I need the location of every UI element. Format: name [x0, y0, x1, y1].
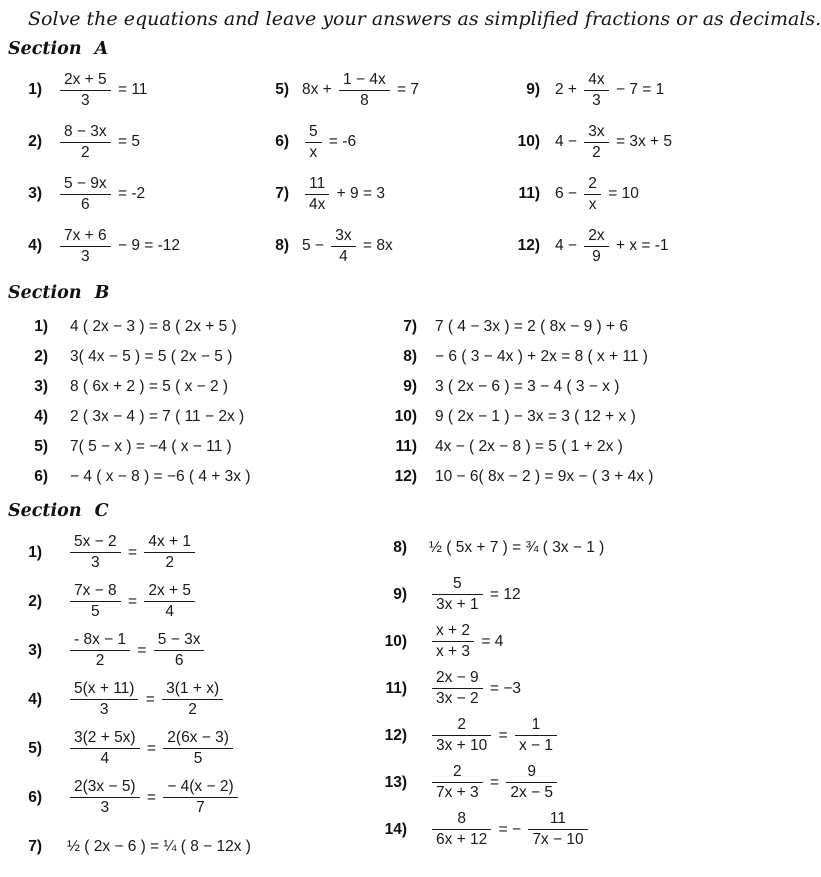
- section-b-problems: [0, 312, 718, 492]
- fraction: [515, 716, 557, 755]
- problem-row: [0, 342, 352, 372]
- problem-row: [352, 806, 718, 853]
- fraction-numerator: 1 − 4x: [343, 70, 386, 88]
- section-a-problems: [0, 64, 718, 272]
- problem-number: 11): [395, 438, 417, 455]
- equation: [302, 227, 393, 266]
- fraction: [305, 175, 329, 214]
- problem-number: 10): [384, 632, 407, 650]
- section-a-heading: Section A: [8, 39, 109, 59]
- fraction-numerator: 11: [309, 174, 326, 192]
- problem-number: 1): [34, 318, 48, 335]
- equation: [70, 408, 244, 426]
- problem-row: [0, 724, 352, 773]
- fraction-denominator: 7x + 3: [432, 782, 483, 802]
- problem-number: 8): [403, 348, 417, 365]
- section-a-column-1: [0, 64, 250, 272]
- equation: [429, 622, 503, 661]
- fraction: [60, 175, 111, 214]
- equation: [70, 438, 232, 456]
- fraction-numerator: 7x + 6: [64, 226, 107, 244]
- math-text: 4 −: [555, 237, 582, 254]
- fraction-numerator: 1: [531, 716, 541, 733]
- problem-number: 2): [34, 348, 48, 365]
- problem-row: [0, 528, 352, 577]
- problem-row: [495, 64, 718, 116]
- problem-number: 2): [28, 592, 42, 610]
- equation: [57, 123, 140, 162]
- equation: [67, 631, 207, 670]
- math-text: − 7 = 1: [611, 81, 665, 98]
- problem-row: [0, 822, 352, 871]
- fraction-denominator: 2x − 5: [506, 782, 557, 802]
- section-b-heading: Section B: [8, 283, 110, 303]
- fraction-denominator: 9: [584, 246, 608, 266]
- equation: [57, 175, 145, 214]
- problem-row: [0, 116, 250, 168]
- equation: [429, 539, 604, 557]
- math-text: = -6: [324, 133, 357, 150]
- problem-row: [250, 168, 495, 220]
- section-b: [0, 282, 718, 492]
- fraction-numerator: 9: [527, 763, 536, 780]
- fraction-denominator: 7x − 10: [528, 829, 587, 849]
- fraction: [305, 123, 322, 162]
- problem-number: 11): [518, 185, 540, 202]
- fraction-denominator: 6: [154, 650, 205, 670]
- problem-row: [352, 759, 718, 806]
- problem-row: [352, 432, 718, 462]
- problem-number: 7): [275, 185, 289, 202]
- math-text: ½ ( 5x + 7 ) = ¾ ( 3x − 1 ): [429, 538, 605, 556]
- math-text: 10 − 6( 8x − 2 ) = 9x − ( 3 + 4x ): [435, 468, 654, 485]
- problem-row: [0, 312, 352, 342]
- fraction: [70, 631, 130, 670]
- problem-row: [250, 220, 495, 272]
- problem-number: 5): [28, 739, 42, 757]
- problem-row: [0, 168, 250, 220]
- problem-row: [352, 402, 718, 432]
- fraction-numerator: 5x − 2: [74, 533, 117, 550]
- problem-number: 7): [403, 318, 417, 335]
- fraction-denominator: x: [305, 142, 322, 162]
- problem-row: [0, 462, 352, 492]
- problem-number: 6): [34, 468, 48, 485]
- fraction-numerator: 2x + 5: [148, 582, 191, 599]
- equation: [57, 71, 147, 110]
- fraction-denominator: 2: [70, 650, 130, 670]
- math-text: 3( 4x − 5 ) = 5 ( 2x − 5 ): [70, 348, 233, 365]
- fraction-numerator: 4x: [588, 70, 605, 88]
- math-text: − 6 ( 3 − 4x ) + 2x = 8 ( x + 11 ): [435, 348, 648, 365]
- equation: [67, 778, 241, 817]
- problem-row: [0, 432, 352, 462]
- equation: [435, 378, 619, 396]
- math-text: = 8x: [358, 237, 393, 254]
- equation: [429, 669, 521, 708]
- problem-row: [0, 402, 352, 432]
- math-text: 4 −: [555, 133, 582, 150]
- fraction: [584, 123, 608, 162]
- fraction-denominator: 6x + 12: [432, 829, 491, 849]
- fraction-denominator: 2: [144, 552, 195, 572]
- problem-row: [352, 462, 718, 492]
- fraction-denominator: 3: [60, 246, 111, 266]
- fraction-numerator: 5: [453, 575, 462, 592]
- fraction-denominator: 2: [584, 142, 608, 162]
- math-text: + x = -1: [611, 237, 669, 254]
- fraction-numerator: 7x − 8: [74, 582, 117, 599]
- equation: [555, 227, 669, 266]
- problem-row: [352, 524, 718, 571]
- problem-row: [250, 64, 495, 116]
- fraction: [60, 123, 111, 162]
- section-a-column-3: [495, 64, 718, 272]
- math-text: = -2: [113, 185, 146, 202]
- fraction: [70, 680, 138, 719]
- math-text: = 3x + 5: [611, 133, 672, 150]
- problem-row: [352, 712, 718, 759]
- fraction-denominator: x − 1: [515, 735, 557, 755]
- problem-row: [0, 220, 250, 272]
- math-text: 7 ( 4 − 3x ) = 2 ( 8x − 9 ) + 6: [435, 318, 628, 335]
- problem-row: [352, 312, 718, 342]
- equation: [70, 468, 251, 486]
- fraction: [70, 533, 121, 572]
- equation: [302, 175, 385, 214]
- math-text: 2 ( 3x − 4 ) = 7 ( 11 − 2x ): [70, 408, 245, 425]
- math-text: = 4: [477, 632, 504, 650]
- math-text: 3 ( 2x − 6 ) = 3 − 4 ( 3 − x ): [435, 378, 620, 395]
- fraction-numerator: x + 2: [436, 622, 471, 639]
- problem-row: [495, 220, 718, 272]
- fraction-denominator: 5: [163, 748, 233, 768]
- problem-number: 10): [517, 133, 540, 150]
- fraction-numerator: 5 − 3x: [157, 631, 201, 648]
- fraction-numerator: − 4(x − 2): [167, 778, 234, 795]
- fraction-numerator: 3x: [588, 122, 605, 140]
- fraction: [584, 227, 608, 266]
- math-text: 5 −: [302, 237, 329, 254]
- math-text: =: [142, 788, 161, 806]
- equation: [67, 838, 251, 856]
- fraction: [339, 71, 390, 110]
- math-text: + 9 = 3: [332, 185, 385, 202]
- fraction-numerator: 3(1 + x): [166, 680, 220, 697]
- fraction-numerator: 3x: [335, 226, 352, 244]
- fraction: [70, 582, 121, 621]
- fraction: [144, 533, 195, 572]
- math-text: 8x +: [302, 81, 337, 98]
- fraction-numerator: 5(x + 11): [74, 680, 135, 697]
- problem-row: [495, 116, 718, 168]
- fraction: [331, 227, 355, 266]
- problem-row: [0, 675, 352, 724]
- fraction: [162, 680, 223, 719]
- fraction-denominator: 5: [70, 601, 121, 621]
- math-text: 2 +: [555, 81, 582, 98]
- section-c: [0, 500, 718, 871]
- problem-number: 2): [28, 133, 42, 150]
- equation: [435, 348, 648, 366]
- fraction: [432, 810, 491, 849]
- problem-number: 1): [28, 81, 42, 98]
- equation: [435, 468, 653, 486]
- fraction-denominator: 8: [339, 90, 390, 110]
- equation: [429, 575, 521, 614]
- problem-row: [250, 116, 495, 168]
- equation: [429, 716, 560, 755]
- math-text: 9 ( 2x − 1 ) − 3x = 3 ( 12 + x ): [435, 408, 636, 425]
- fraction: [432, 763, 483, 802]
- equation: [67, 582, 198, 621]
- section-c-column-2: [352, 524, 718, 853]
- equation: [67, 680, 226, 719]
- problem-row: [352, 665, 718, 712]
- fraction-numerator: - 8x − 1: [74, 631, 127, 648]
- section-c-column-1: [0, 528, 352, 871]
- section-c-heading: Section C: [8, 501, 109, 521]
- math-text: − 9 = -12: [113, 237, 181, 254]
- fraction-denominator: 2: [162, 699, 223, 719]
- fraction-numerator: 2: [453, 763, 462, 780]
- math-text: = 10: [603, 185, 639, 202]
- fraction-denominator: x: [584, 194, 601, 214]
- problem-number: 5): [34, 438, 48, 455]
- problem-number: 12): [394, 468, 417, 485]
- fraction-numerator: 3(2 + 5x): [74, 729, 136, 746]
- fraction-denominator: 3: [584, 90, 608, 110]
- problem-row: [0, 773, 352, 822]
- fraction: [432, 669, 483, 708]
- fraction: [163, 729, 233, 768]
- problem-number: 8): [393, 538, 407, 556]
- section-b-column-1: [0, 312, 352, 492]
- fraction: [154, 631, 205, 670]
- fraction-numerator: 2(3x − 5): [74, 778, 136, 795]
- problem-number: 13): [384, 773, 407, 791]
- fraction-denominator: 4: [331, 246, 355, 266]
- equation: [429, 810, 591, 849]
- math-text: = 7: [392, 81, 419, 98]
- fraction-denominator: 6: [60, 194, 111, 214]
- section-a: [0, 38, 718, 272]
- problem-number: 4): [28, 690, 42, 708]
- fraction-denominator: 3x + 1: [432, 594, 483, 614]
- fraction-numerator: 2x − 9: [436, 669, 479, 686]
- fraction-numerator: 11: [549, 810, 566, 827]
- problem-number: 3): [28, 641, 42, 659]
- fraction-denominator: 4x: [305, 194, 329, 214]
- problem-number: 12): [384, 726, 407, 744]
- fraction-denominator: 7: [163, 797, 237, 817]
- fraction-denominator: x + 3: [432, 641, 474, 661]
- fraction-numerator: 5: [309, 122, 318, 140]
- math-text: 4 ( 2x − 3 ) = 8 ( 2x + 5 ): [70, 318, 237, 335]
- fraction-numerator: 2x + 5: [64, 70, 107, 88]
- fraction: [584, 71, 608, 110]
- section-c-problems: [0, 528, 718, 871]
- math-text: 8 ( 6x + 2 ) = 5 ( x − 2 ): [70, 378, 229, 395]
- fraction-denominator: 3: [70, 797, 140, 817]
- fraction-denominator: 3x + 10: [432, 735, 491, 755]
- problem-number: 6): [275, 133, 289, 150]
- equation: [555, 71, 664, 110]
- math-text: 4x − ( 2x − 8 ) = 5 ( 1 + 2x ): [435, 438, 623, 455]
- problem-number: 4): [34, 408, 48, 425]
- fraction: [163, 778, 237, 817]
- math-text: = 5: [113, 133, 140, 150]
- equation: [435, 438, 623, 456]
- math-text: =: [133, 641, 151, 659]
- problem-number: 6): [28, 788, 42, 806]
- worksheet-instructions: Solve the equations and leave your answers as simplified fractions or as decimals.: [28, 8, 821, 30]
- problem-number: 9): [393, 585, 407, 603]
- equation: [70, 378, 228, 396]
- fraction-denominator: 3: [70, 699, 138, 719]
- problem-row: [495, 168, 718, 220]
- equation: [429, 763, 560, 802]
- fraction-numerator: 2(6x − 3): [167, 729, 229, 746]
- equation: [67, 729, 236, 768]
- fraction-numerator: 8: [457, 810, 466, 827]
- problem-row: [0, 372, 352, 402]
- fraction: [432, 575, 483, 614]
- problem-row: [352, 342, 718, 372]
- fraction-denominator: 4: [70, 748, 140, 768]
- fraction: [432, 716, 491, 755]
- equation: [555, 123, 672, 162]
- math-text: =: [141, 690, 160, 708]
- fraction: [60, 71, 111, 110]
- math-text: − 4 ( x − 8 ) = −6 ( 4 + 3x ): [70, 468, 251, 485]
- problem-number: 9): [403, 378, 417, 395]
- problem-number: 9): [526, 81, 540, 98]
- section-a-column-2: [250, 64, 495, 272]
- math-text: =: [485, 773, 504, 791]
- fraction-numerator: 4x + 1: [148, 533, 191, 550]
- math-text: =: [123, 592, 142, 610]
- problem-row: [352, 372, 718, 402]
- problem-number: 3): [28, 185, 42, 202]
- problem-number: 1): [28, 543, 42, 561]
- fraction-denominator: 2: [60, 142, 111, 162]
- math-text: =: [494, 726, 512, 744]
- fraction-denominator: 3: [70, 552, 121, 572]
- math-text: 7( 5 − x ) = −4 ( x − 11 ): [70, 438, 232, 455]
- problem-row: [352, 618, 718, 665]
- fraction: [506, 763, 557, 802]
- math-text: = −: [494, 820, 526, 838]
- fraction-denominator: 3: [60, 90, 111, 110]
- equation: [555, 175, 639, 214]
- problem-number: 11): [385, 679, 407, 697]
- fraction: [70, 729, 140, 768]
- problem-number: 3): [34, 378, 48, 395]
- problem-number: 14): [384, 820, 407, 838]
- fraction-denominator: 4: [144, 601, 195, 621]
- problem-number: 4): [28, 237, 42, 254]
- fraction-denominator: 3x − 2: [432, 688, 483, 708]
- section-b-column-2: [352, 312, 718, 492]
- problem-number: 12): [517, 237, 540, 254]
- problem-row: [0, 626, 352, 675]
- math-text: =: [123, 543, 142, 561]
- math-text: 6 −: [555, 185, 582, 202]
- fraction: [584, 175, 601, 214]
- math-text: ½ ( 2x − 6 ) = ¼ ( 8 − 12x ): [67, 837, 251, 855]
- fraction: [60, 227, 111, 266]
- fraction: [70, 778, 140, 817]
- fraction: [432, 622, 474, 661]
- fraction: [144, 582, 195, 621]
- fraction-numerator: 2: [457, 716, 466, 733]
- equation: [57, 227, 180, 266]
- problem-row: [0, 64, 250, 116]
- math-text: = −3: [485, 679, 521, 697]
- equation: [435, 318, 628, 336]
- problem-row: [0, 577, 352, 626]
- fraction-numerator: 8 − 3x: [64, 122, 107, 140]
- fraction-numerator: 2: [588, 174, 597, 192]
- math-text: = 12: [485, 585, 521, 603]
- equation: [70, 318, 237, 336]
- problem-number: 8): [275, 237, 289, 254]
- equation: [302, 71, 419, 110]
- equation: [302, 123, 356, 162]
- fraction-numerator: 2x: [588, 226, 605, 244]
- problem-number: 10): [394, 408, 417, 425]
- math-text: =: [142, 739, 161, 757]
- fraction-numerator: 5 − 9x: [64, 174, 107, 192]
- equation: [435, 408, 636, 426]
- equation: [70, 348, 232, 366]
- problem-number: 5): [275, 81, 289, 98]
- problem-number: 7): [28, 837, 42, 855]
- equation: [67, 533, 198, 572]
- fraction: [528, 810, 587, 849]
- math-text: = 11: [113, 81, 148, 98]
- problem-row: [352, 571, 718, 618]
